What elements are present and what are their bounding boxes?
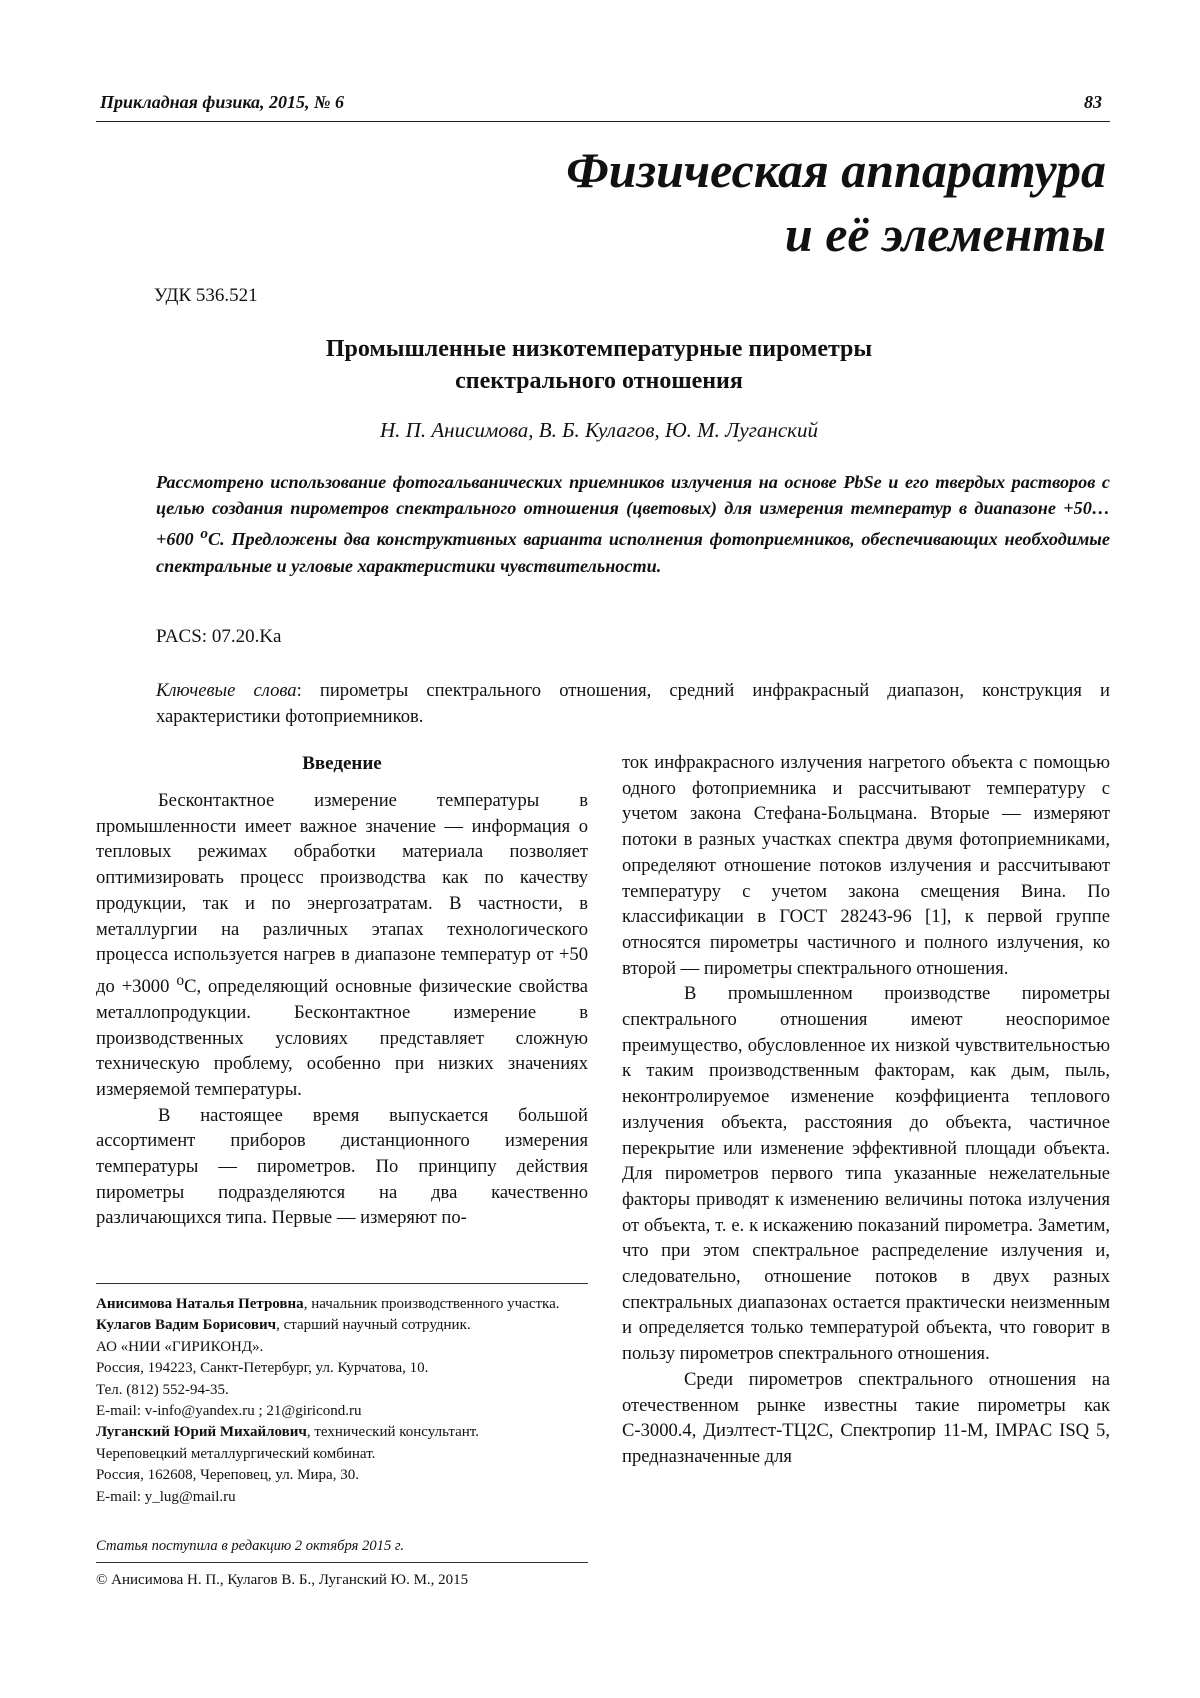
abstract (156, 469, 1110, 579)
email-2: E-mail: y_lug@mail.ru (96, 1488, 236, 1505)
page-number: 83 (1084, 92, 1102, 112)
author-2-role: , старший научный сотрудник. (276, 1317, 471, 1334)
copyright: © Анисимова Н. П., Кулагов В. Б., Луганский Ю. М., 2015 (96, 1572, 469, 1588)
journal-name: Прикладная физика, 2015, № 6 (100, 92, 345, 112)
header-divider (96, 121, 1110, 122)
keywords (156, 678, 1110, 730)
telephone: Тел. (812) 552-94-35. (96, 1381, 229, 1398)
udc-code: УДК 536.521 (154, 285, 258, 306)
intro-heading: Введение (302, 753, 382, 774)
organization-2: Череповецкий металлургический комбинат. (96, 1445, 376, 1462)
running-head (96, 92, 1106, 122)
author-footnote (96, 1294, 588, 1508)
right-paragraph-1: ток инфракрасного излучения нагретого объекта с помощью одного фотоприемника и рассчитывают температуру с учетом закона Стефана-Больцмана. Вторые — измеряют потоки в разных участках спектра двумя фотоприемниками, определяют отношение потоков излучения и рассчитывают температуру с учетом закона смещения Вина. По классификации в ГОСТ 28243-96 [1], к первой группе относятся пирометры частичного и полного излучения, ко второй — пирометры спектрального отношения. (622, 752, 1110, 979)
section-title-line1: Физическая аппаратура (566, 142, 1106, 198)
author-2-name: Кулагов Вадим Борисович (96, 1317, 277, 1334)
intro-paragraph-2: В настоящее время выпускается большой ассортимент приборов дистанционного измерения температуры — пирометров. По принципу действия пирометры подразделяются на два качественно различающихся типа. Первые — измеряют по- (96, 1104, 588, 1229)
keywords-text: : пирометры спектрального отношения, средний инфракрасный диапазон, конструкция и характеристики фотоприемников. (156, 680, 1110, 727)
footnote-author-2 (96, 1315, 588, 1336)
copyright-divider (96, 1562, 588, 1563)
article-title-line1: Промышленные низкотемпературные пирометры (325, 336, 873, 362)
footnote-divider (96, 1283, 588, 1284)
email-1: E-mail: v-info@yandex.ru ; 21@giricond.ru (96, 1403, 362, 1420)
section-title (566, 138, 1106, 266)
organization-1: АО «НИИ «ГИРИКОНД». (96, 1338, 264, 1355)
left-column (96, 788, 588, 1231)
keywords-label: Ключевые слова (156, 680, 297, 701)
intro-paragraph-1 (96, 788, 588, 1103)
degree-sign: o (200, 525, 208, 543)
author-3-role: , технический консультант. (306, 1424, 479, 1441)
right-paragraph-3: Среди пирометров спектрального отношения на отечественном рынке известны такие пирометры как С-3000.4, Диэлтест-ТЦ2С, Спектропир 11-М, IMPAC ISQ 5, предназначенные для (622, 1368, 1110, 1467)
pacs-code: PACS: 07.20.Ka (156, 626, 282, 647)
intro-p1-part1: Бесконтактное измерение температуры в промышленности имеет важное значение — информация о тепловых режимах обработки материала позволяет оптимизировать процесс производства как по качеству продукции, так и по энергозатратам. В частности, в металлургии на различных этапах технологического процесса используется нагрев в диапазоне температур от +50 до +3000 (96, 790, 588, 998)
intro-p1-part2: С, определяющий основные физические свойства металлопродукции. Бесконтактное измерение в производственных условиях представляет сложную техническую проблему, особенно при низких значениях измеряемой температуры. (96, 976, 588, 1100)
section-title-line2: и её элементы (784, 206, 1106, 262)
right-column (622, 750, 1110, 1470)
author-1-name: Анисимова Наталья Петровна (96, 1296, 304, 1312)
authors: Н. П. Анисимова, В. Б. Кулагов, Ю. М. Луганский (380, 418, 818, 442)
footnote-author-3 (96, 1422, 588, 1443)
abstract-part2: С. Предложены два конструктивных варианта исполнения фотоприемников, обеспечивающих необходимые спектральные и угловые характеристики чувствительности. (156, 529, 1110, 576)
abstract-part1: Рассмотрено использование фотогальванических приемников излучения на основе PbSe и его твердых растворов с целью создания пирометров спектрального отношения (цветовых) для измерения температур в диапазоне +50…+600 (156, 472, 1110, 550)
author-1-role: , начальник производственного участка. (303, 1296, 560, 1312)
author-3-name: Луганский Юрий Михайлович (96, 1424, 307, 1441)
received-date: Статья поступила в редакцию 2 октября 2015 г. (96, 1538, 405, 1554)
footnote-author-1 (96, 1294, 588, 1315)
article-title (154, 333, 1044, 397)
degree-sign: o (176, 971, 185, 989)
article-title-line2: спектрального отношения (455, 368, 743, 394)
right-paragraph-2: В промышленном производстве пирометры спектрального отношения имеют неоспоримое преимущество, обусловленное их низкой чувствительностью к таким производственным факторам, как дым, пыль, неконтролируемое изменение коэффициента теплового излучения объекта, расстояния до объекта, частичное перекрытие или изменение эффективной площади объекта. Для пирометров первого типа указанные нежелательные факторы приводят к изменению величины потока излучения от объекта, т. е. к искажению показаний пирометра. Заметим, что при этом спектральное распределение излучения и, следовательно, отношение потоков в двух разных спектральных диапазонах остается практически неизменным и определяется только температурой объекта, что говорит в пользу пирометров спектрального отношения. (622, 983, 1110, 1365)
address-1: Россия, 194223, Санкт-Петербург, ул. Курчатова, 10. (96, 1360, 429, 1377)
address-2: Россия, 162608, Череповец, ул. Мира, 30. (96, 1467, 359, 1484)
